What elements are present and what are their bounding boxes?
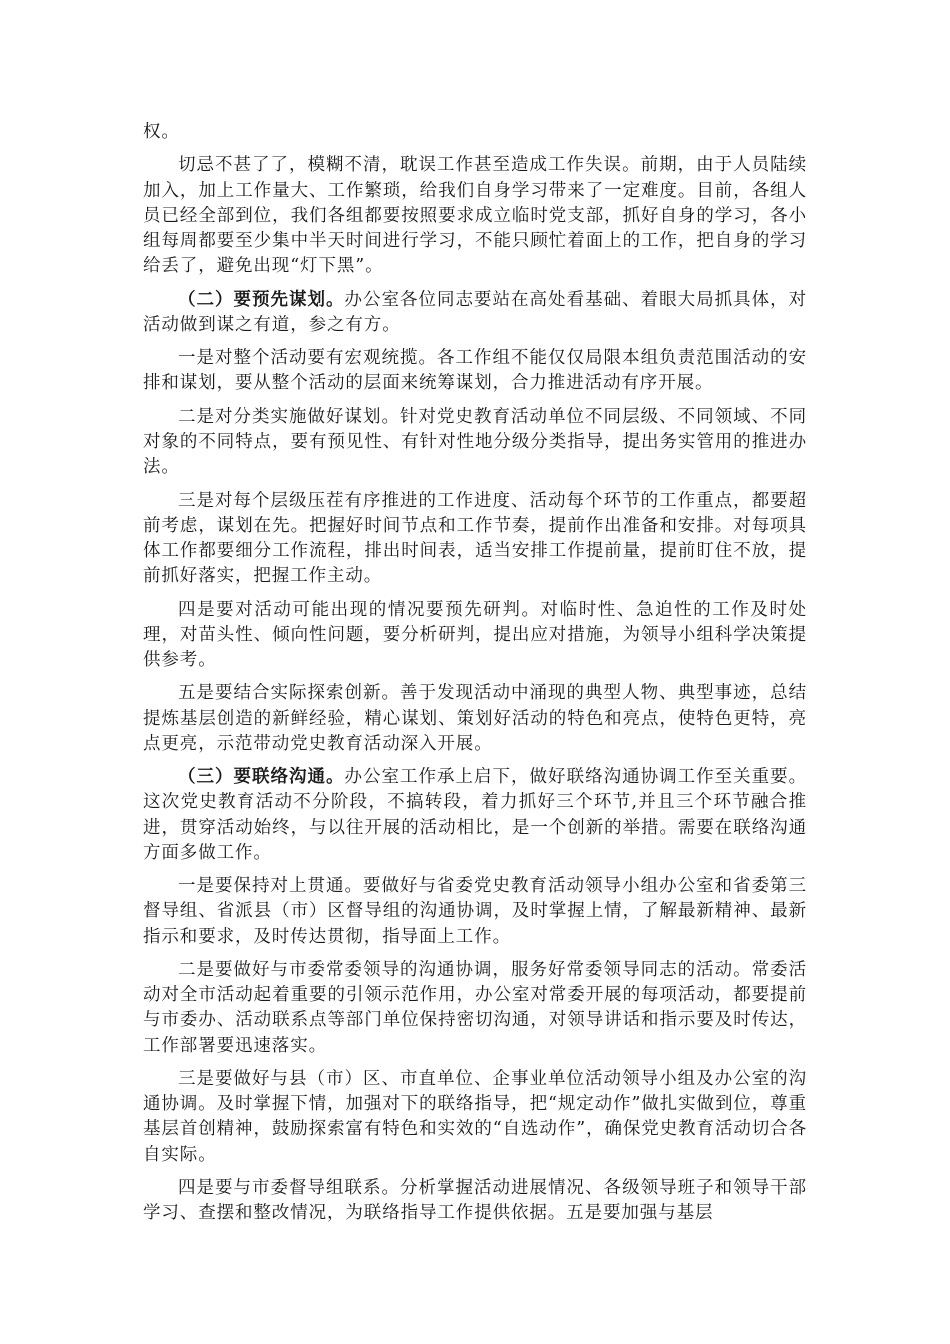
document-body xyxy=(143,120,807,1226)
paragraph xyxy=(143,153,807,279)
paragraph-text: 二是要做好与市委常委领导的沟通协调，服务好常委领导同志的活动。常委活动对全市活动起着重要的引领示范作用，办公室对常委开展的每项活动，都要提前与市委办、活动联系点等部门单位保持密切沟通，对领导讲话和指示要及时传达，工作部署要迅速落实。 xyxy=(143,959,807,1056)
paragraph xyxy=(143,1176,807,1226)
paragraph-text: 二是对分类实施做好谋划。针对党史教育活动单位不同层级、不同领域、不同对象的不同特点，要有预见性、有针对性地分级分类指导，提出务实管用的推进办法。 xyxy=(143,406,807,478)
paragraph xyxy=(143,120,807,145)
section-heading: （三）要联络沟通。 xyxy=(178,767,345,788)
paragraph xyxy=(143,681,807,757)
paragraph-text: 三是对每个层级压茬有序推进的工作进度、活动每个环节的工作重点，都要超前考虑，谋划在先。把握好时间节点和工作节奏，提前作出准备和安排。对每项具体工作都要细分工作流程，排出时间表，适当安排工作提前量，提前盯住不放，提前抓好落实，把握工作主动。 xyxy=(143,490,807,587)
paragraph-text: 三是要做好与县（市）区、市直单位、企事业单位活动领导小组及办公室的沟通协调。及时掌握下情，加强对下的联络指导，把“规定动作”做扎实做到位，尊重基层首创精神，鼓励探索富有特色和实效的“自选动作”，确保党史教育活动切合各自实际。 xyxy=(143,1068,807,1165)
paragraph xyxy=(143,598,807,674)
paragraph xyxy=(143,1067,807,1168)
paragraph-text: 权。 xyxy=(143,122,180,142)
paragraph xyxy=(143,489,807,590)
paragraph-text: 一是要保持对上贯通。要做好与省委党史教育活动领导小组办公室和省委第三督导组、省派县（市）区督导组的沟通协调，及时掌握上情，了解最新精神、最新指示和要求，及时传达贯彻，指导面上工作。 xyxy=(143,876,807,947)
paragraph-text: 四是要与市委督导组联系。分析掌握活动进展情况、各级领导班子和领导干部学习、查摆和整改情况，为联络指导工作提供依据。五是要加强与基层 xyxy=(143,1177,807,1224)
paragraph-text: 切忌不甚了了，模糊不清，耽误工作甚至造成工作失误。前期，由于人员陆续加入，加上工作量大、工作繁琐，给我们自身学习带来了一定难度。目前，各组人员已经全部到位，我们各组都要按照要求成立临时党支部，抓好自身的学习，各小组每周都要至少集中半天时间进行学习，不能只顾忙着面上的工作，把自身的学习给丢了，避免出现“灯下黑”。 xyxy=(143,155,807,277)
paragraph-text: 办公室各位同志要站在高处看基础、着眼大局抓具体，对活动做到谋之有道，参之有方。 xyxy=(143,289,807,335)
section-heading-paragraph xyxy=(143,288,807,338)
paragraph-text: 办公室工作承上启下，做好联络沟通协调工作至关重要。这次党史教育活动不分阶段，不搞转段，着力抓好三个环节,并且三个环节融合推进，贯穿活动始终，与以往开展的活动相比，是一个创新的举措。需要在联络沟通方面多做工作。 xyxy=(143,767,807,863)
section-heading-paragraph xyxy=(143,765,807,866)
paragraph xyxy=(143,874,807,950)
paragraph xyxy=(143,405,807,481)
paragraph-text: 一是对整个活动要有宏观统揽。各工作组不能仅仅局限本组负责范围活动的安排和谋划，要从整个活动的层面来统筹谋划，合力推进活动有序开展。 xyxy=(143,348,807,394)
paragraph xyxy=(143,346,807,396)
paragraph-text: 五是要结合实际探索创新。善于发现活动中涌现的典型人物、典型事迹，总结提炼基层创造的新鲜经验，精心谋划、策划好活动的特色和亮点，使特色更特，亮点更亮，示范带动党史教育活动深入开展。 xyxy=(143,683,807,754)
section-heading: （二）要预先谋划。 xyxy=(178,289,345,310)
paragraph-text: 四是要对活动可能出现的情况要预先研判。对临时性、急迫性的工作及时处理，对苗头性、倾向性问题，要分析研判，提出应对措施，为领导小组科学决策提供参考。 xyxy=(143,599,807,670)
paragraph xyxy=(143,958,807,1059)
